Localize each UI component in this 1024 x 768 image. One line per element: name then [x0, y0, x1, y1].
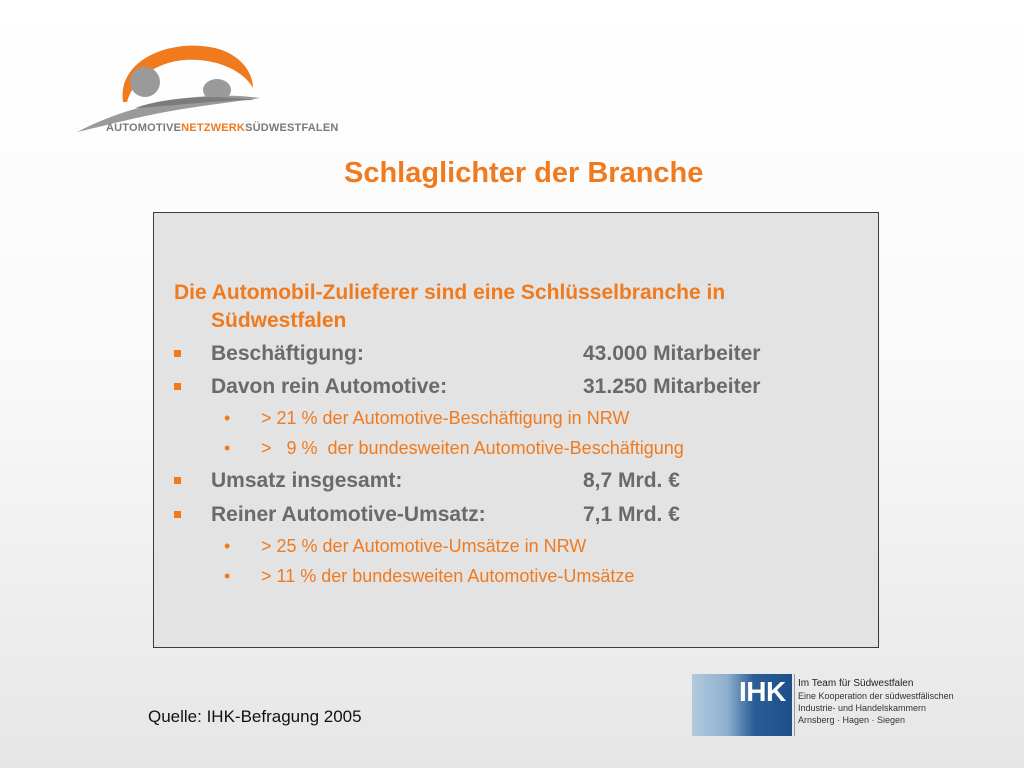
ihk-divider	[794, 674, 795, 736]
stat-label: Reiner Automotive-Umsatz:	[211, 503, 486, 526]
content-box	[153, 212, 879, 648]
round-bullet-icon: •	[224, 438, 231, 458]
logo-wordmark-part1: AUTOMOTIVE	[106, 122, 182, 134]
slide-title: Schlaglichter der Branche	[344, 157, 704, 189]
stat-value: 8,7 Mrd. €	[583, 469, 680, 492]
round-bullet-icon: •	[224, 566, 231, 586]
square-bullet-icon	[174, 511, 181, 518]
stat-value: 7,1 Mrd. €	[583, 503, 680, 526]
logo-wordmark	[106, 122, 339, 134]
sub-item-text: > 11 % der bundesweiten Automotive-Umsätze	[261, 566, 635, 586]
stat-value: 43.000 Mitarbeiter	[583, 342, 761, 365]
square-bullet-icon	[174, 383, 181, 390]
stat-label: Davon rein Automotive:	[211, 375, 448, 398]
square-bullet-icon	[174, 477, 181, 484]
logo-wordmark-part2: NETZWERK	[181, 122, 246, 134]
round-bullet-icon: •	[224, 408, 231, 428]
headline	[174, 279, 854, 335]
stat-label: Beschäftigung:	[211, 342, 364, 365]
ihk-tagline-line: Arnsberg · Hagen · Siegen	[798, 715, 906, 725]
ihk-tagline	[798, 678, 954, 726]
stat-label: Umsatz insgesamt:	[211, 469, 403, 492]
sub-item-text: > 9 % der bundesweiten Automotive-Beschäftigung	[261, 438, 684, 458]
source-note: Quelle: IHK-Befragung 2005	[148, 707, 362, 726]
logo-wordmark-part3: SÜDWESTFALEN	[245, 122, 339, 134]
square-bullet-icon	[174, 350, 181, 357]
headline-line2: Südwestfalen	[211, 309, 347, 332]
ihk-tagline-line: Im Team für Südwestfalen	[798, 678, 914, 689]
ihk-logo-text: IHK	[739, 676, 786, 707]
sub-item-text: > 25 % der Automotive-Umsätze in NRW	[261, 536, 587, 556]
round-bullet-icon: •	[224, 536, 231, 556]
stat-value: 31.250 Mitarbeiter	[583, 375, 761, 398]
ihk-tagline-line: Industrie- und Handelskammern	[798, 703, 927, 713]
headline-line1: Die Automobil-Zulieferer sind eine Schlüsselbranche in	[174, 281, 726, 304]
ihk-tagline-line: Eine Kooperation der südwestfälischen	[798, 691, 954, 701]
sub-item-text: > 21 % der Automotive-Beschäftigung in NRW	[261, 408, 630, 428]
